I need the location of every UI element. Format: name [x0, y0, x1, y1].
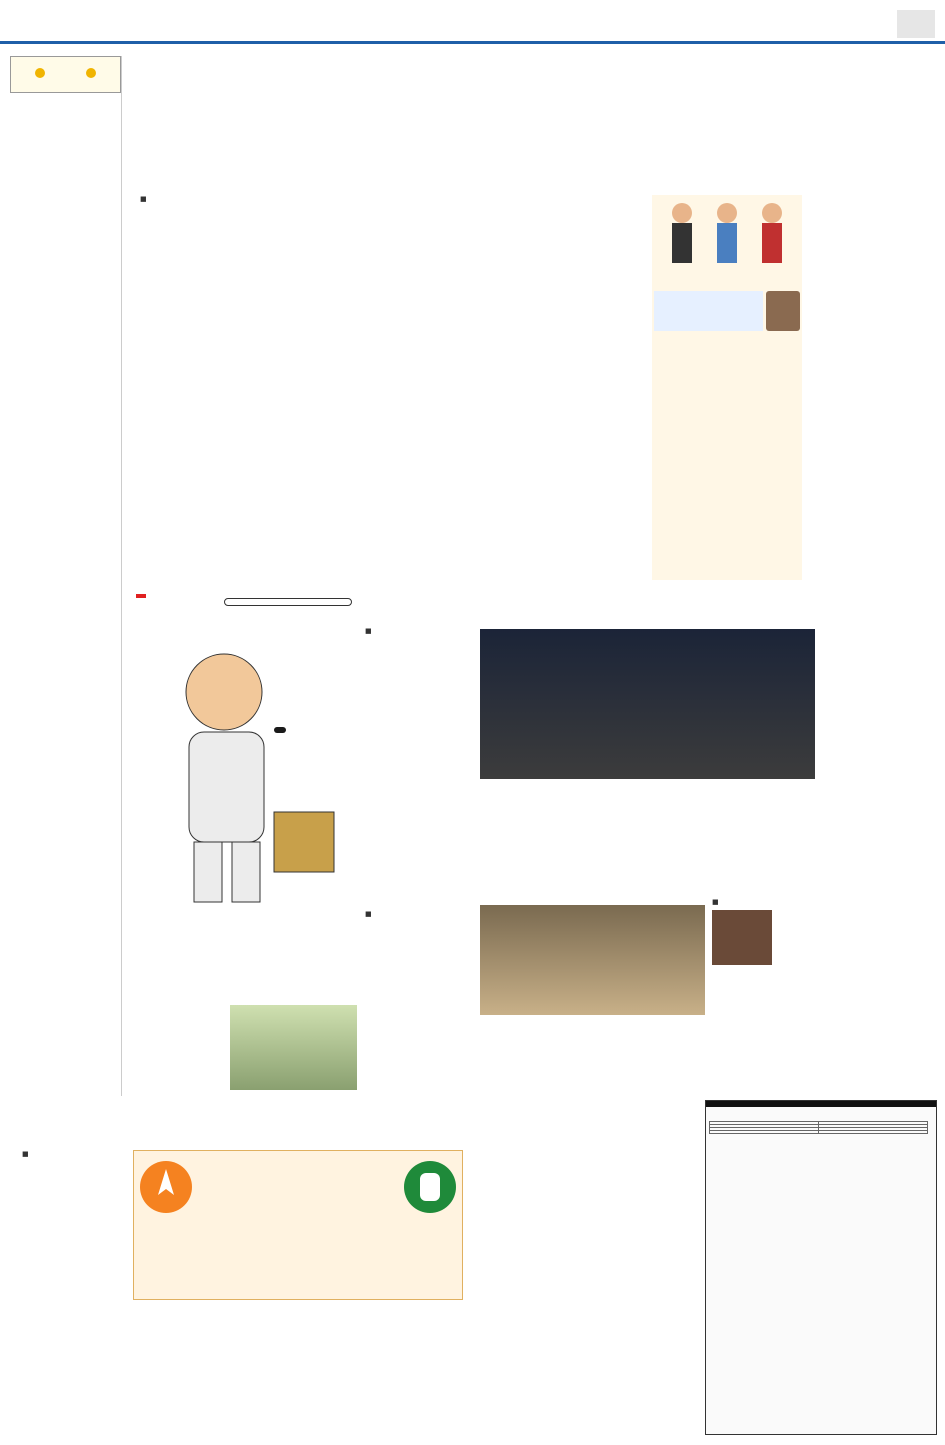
campaign-tag	[136, 594, 146, 598]
vote-yatri-badge	[274, 727, 286, 733]
photo-caption	[134, 922, 356, 926]
power-cut-text	[592, 1150, 700, 1440]
ad-org	[706, 1101, 936, 1107]
sun-icon	[35, 68, 45, 78]
ad-item	[706, 1114, 936, 1118]
wheat-byline: ■	[365, 910, 372, 918]
samar-photo-block	[480, 627, 815, 827]
photo-caption	[480, 1015, 705, 1019]
wheat-photo	[480, 905, 705, 1015]
wheat-side	[590, 1030, 705, 1110]
photo-caption	[480, 779, 815, 783]
voting-campaign-photo	[134, 592, 356, 972]
masthead	[0, 0, 945, 44]
congress-hand-icon	[400, 1157, 460, 1217]
supplementary-box	[652, 195, 802, 580]
sun-icon	[86, 68, 96, 78]
star-box	[133, 1150, 463, 1300]
cm-body: ■	[712, 898, 822, 1098]
speech-bubble	[224, 598, 352, 606]
official-quote	[654, 291, 763, 331]
temperature-text	[22, 1005, 222, 1095]
page-number	[897, 10, 935, 38]
star-body: ■	[22, 1150, 29, 1158]
bjp-lotus-icon	[136, 1157, 196, 1217]
byline: ■	[140, 195, 147, 203]
star-side	[468, 1150, 583, 1440]
scooter-photo	[230, 1005, 357, 1090]
samar-body: ■	[365, 627, 372, 635]
railway-tender-ad	[705, 1100, 937, 1435]
board-body	[140, 195, 245, 580]
quote-author	[652, 333, 802, 337]
star-box-text	[200, 1157, 396, 1217]
cm-photo	[712, 910, 772, 965]
wheat-text	[365, 960, 475, 1080]
ad-code	[706, 1141, 936, 1145]
night-fair-photo	[480, 629, 815, 779]
cm-text2	[827, 898, 937, 1098]
official-photo	[766, 291, 800, 331]
weather-box	[10, 56, 121, 93]
students-illustration	[652, 195, 802, 270]
samar-sidebar	[820, 630, 938, 850]
astronaut-cutout	[144, 642, 344, 912]
ad-table	[709, 1121, 928, 1134]
results-table	[250, 195, 648, 580]
left-column	[10, 56, 122, 1096]
